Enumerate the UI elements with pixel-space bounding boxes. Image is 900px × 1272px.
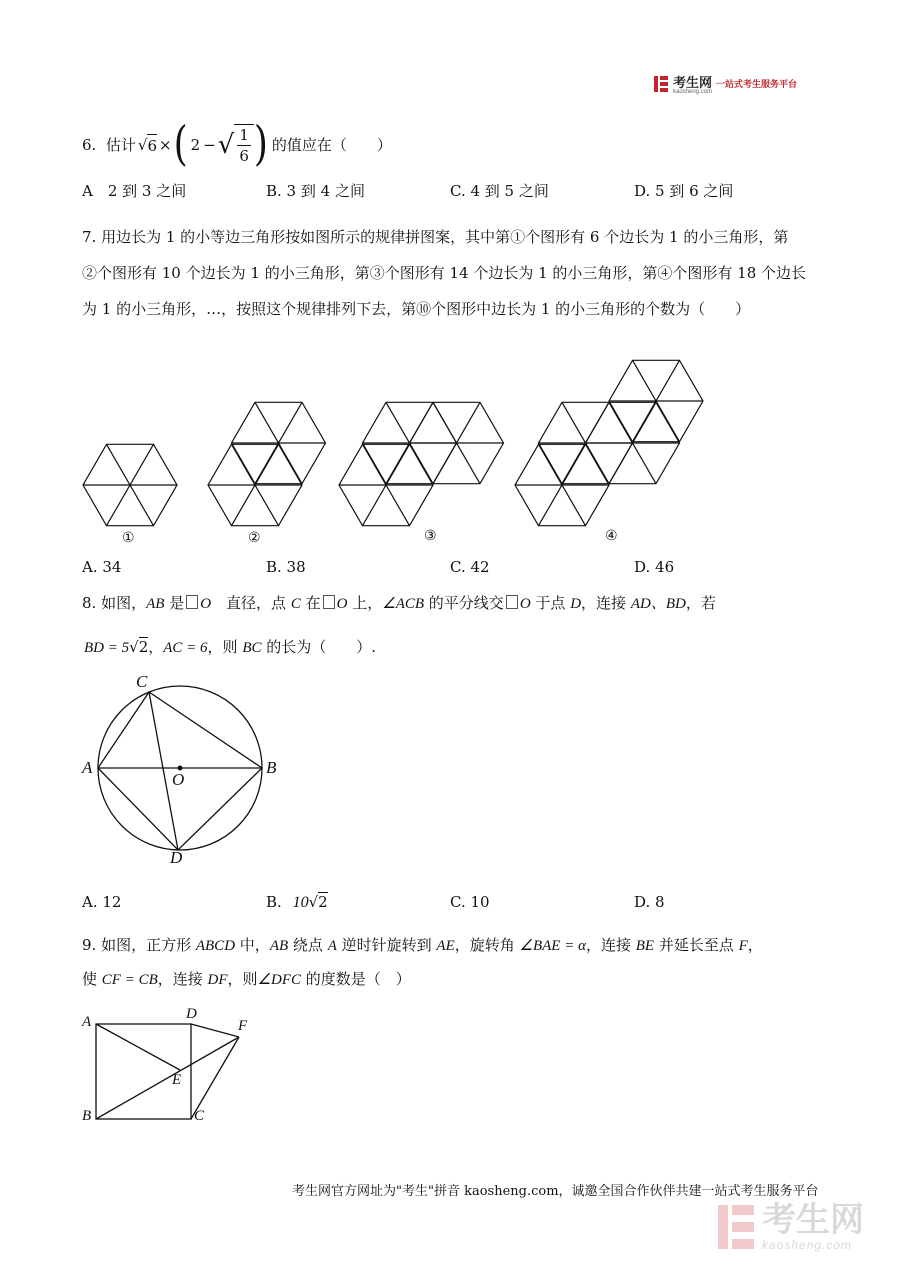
q9-point-c: C	[194, 1108, 205, 1124]
header-logo	[653, 72, 797, 95]
watermark-logo-icon	[716, 1203, 756, 1251]
q7-figure-label-3: ③	[424, 528, 437, 544]
q8-option-d[interactable]: D. 8	[634, 893, 665, 911]
q7-option-c[interactable]: C. 42	[450, 558, 490, 576]
q6-stem: 6. 估计 √ 6 × ( 2 − √ 1 6 ) 的值应在（ ）	[82, 117, 392, 171]
footer-text: 考生网官方网址为"考生"拼音 kaosheng.com，诚邀全国合作伙伴共建一站式考生服务平台	[292, 1184, 819, 1199]
q8-point-a: A	[82, 758, 93, 777]
q9-point-a: A	[82, 1014, 92, 1030]
placeholder-box-icon	[323, 595, 335, 609]
q8-line-1: 8. 如图，AB 是 O 直径，点 C 在 O 上，∠ACB 的平分线交 O 于点 D，连接 AD、BD，若	[82, 594, 716, 612]
q7-option-a[interactable]: A. 34	[82, 558, 122, 576]
q9-square-figure	[80, 1010, 260, 1130]
q8-point-b: B	[266, 758, 277, 777]
q9-point-f: F	[238, 1018, 248, 1034]
watermark	[716, 1202, 864, 1252]
watermark-domain: kaosheng.com	[762, 1238, 853, 1252]
figure-4	[515, 360, 703, 525]
q7-line-1: 7. 用边长为 1 的小等边三角形按如图所示的规律拼图案，其中第①个图形有 6 个边长为 1 的小三角形，第	[82, 228, 789, 246]
q6-option-c[interactable]: C. 4 到 5 之间	[450, 182, 549, 200]
q9-line-1: 9. 如图，正方形 ABCD 中，AB 绕点 A 逆时针旋转到 AE，旋转角 ∠BAE = α，连接 BE 并延长至点 F，	[82, 936, 763, 954]
brand-name: 考生网 kaosheng.com	[673, 75, 713, 95]
q9-point-d: D	[186, 1006, 197, 1022]
q8-point-o: O	[172, 770, 185, 789]
figure-1	[83, 444, 177, 525]
brand-logo-icon	[653, 75, 669, 93]
q7-figure-label-2: ②	[248, 530, 261, 546]
q7-option-d[interactable]: D. 46	[634, 558, 675, 576]
q8-option-a[interactable]: A. 12	[82, 893, 122, 911]
q6-option-b[interactable]: B. 3 到 4 之间	[266, 182, 365, 200]
q6-option-d[interactable]: D. 5 到 6 之间	[634, 182, 734, 200]
q8-line-2: BD = 5√2，AC = 6，则 BC 的长为（ ）.	[84, 638, 377, 656]
q7-line-2: ②个图形有 10 个边长为 1 的小三角形，第③个图形有 14 个边长为 1 的小三角形，第④个图形有 18 个边长	[82, 264, 807, 282]
placeholder-box-icon	[506, 595, 518, 609]
q7-line-3: 为 1 的小三角形，…，按照这个规律排列下去，第⑩个图形中边长为 1 的小三角形的个数为（ ）	[82, 300, 751, 318]
q8-option-b[interactable]: B. 10√2	[266, 893, 328, 911]
q8-option-c[interactable]: C. 10	[450, 893, 490, 911]
q7-option-b[interactable]: B. 38	[266, 558, 306, 576]
watermark-name: 考生网	[762, 1201, 864, 1239]
placeholder-box-icon	[186, 595, 198, 609]
q7-triangle-pattern-figure	[0, 340, 900, 550]
figure-3	[339, 402, 504, 525]
q7-figure-label-1: ①	[122, 530, 135, 546]
header-slogan: 一站式考生服务平台	[716, 79, 798, 89]
q8-point-c: C	[136, 672, 148, 691]
figure-2	[208, 402, 326, 525]
q8-circle-figure	[80, 672, 290, 872]
q9-point-b: B	[82, 1108, 92, 1124]
q9-line-2: 使 CF = CB，连接 DF，则∠DFC 的度数是（ ）	[82, 970, 411, 988]
q6-option-a[interactable]: A 2 到 3 之间	[82, 182, 187, 200]
q9-point-e: E	[172, 1072, 182, 1088]
q8-point-d: D	[170, 848, 183, 867]
q7-figure-label-4: ④	[605, 528, 618, 544]
